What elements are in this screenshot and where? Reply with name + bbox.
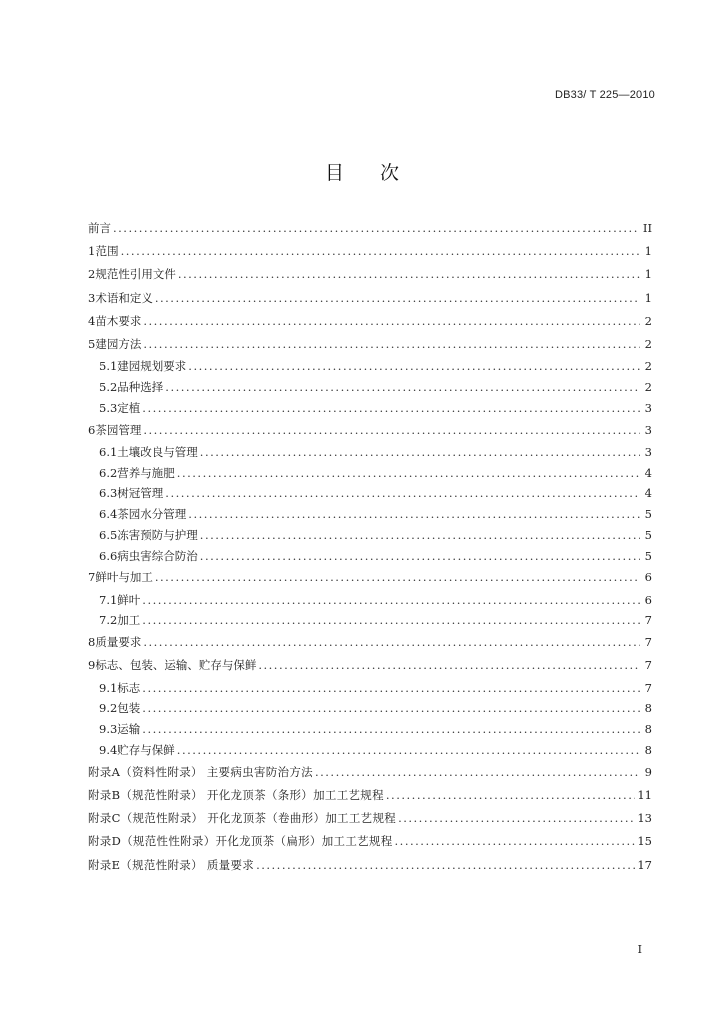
toc-entry[interactable] [88, 240, 652, 263]
toc-entry-page: 4 [644, 465, 652, 480]
toc-leader-dots [165, 483, 640, 504]
toc-entry[interactable] [88, 398, 652, 419]
toc-entry-page: 3 [644, 422, 652, 437]
toc-entry-page: 1 [644, 290, 652, 305]
toc-entry-page: 2 [644, 359, 652, 374]
toc-entry[interactable] [88, 719, 652, 740]
toc-entry[interactable] [88, 610, 652, 631]
toc-entry-page: 2 [644, 379, 652, 394]
toc-leader-dots [177, 740, 640, 761]
toc-entry[interactable] [88, 310, 652, 333]
toc-leader-dots [155, 566, 640, 589]
toc-entry-label: 建园方法 [95, 336, 142, 351]
toc-entry-label: 范围 [95, 244, 119, 259]
toc-entry-page: 7 [644, 635, 652, 650]
toc-entry[interactable] [88, 698, 652, 719]
toc-entry-number: 9.3 [99, 722, 118, 737]
toc-entry-label: 术语和定义 [95, 290, 153, 305]
toc-entry-page: 6 [644, 592, 652, 607]
toc-entry-number: 6.1 [99, 444, 118, 459]
toc-entry[interactable] [88, 263, 652, 286]
toc-entry-page: 6 [644, 570, 652, 585]
toc-entry-label: 建园规划要求 [117, 359, 187, 374]
toc-entry-number: 1 [88, 244, 96, 259]
toc-leader-dots [143, 333, 640, 356]
toc-entry-number: 6.4 [99, 507, 118, 522]
toc-entry[interactable] [88, 546, 652, 567]
toc-entry-number: 7 [88, 570, 96, 585]
toc-entry-number: 8 [88, 635, 96, 650]
toc-leader-dots [142, 610, 640, 631]
toc-entry-number: 6.3 [99, 486, 118, 501]
toc-entry-page: 5 [644, 527, 652, 542]
toc-entry-label: 规范性引用文件 [95, 267, 176, 282]
toc-entry-page: 7 [644, 680, 652, 695]
toc-entry-page: 5 [644, 507, 652, 522]
toc-entry-label: 定植 [117, 400, 141, 415]
toc-leader-dots [143, 419, 640, 442]
toc-entry-label: 包装 [117, 701, 141, 716]
toc-entry-page: 2 [644, 336, 652, 351]
toc-entry[interactable] [88, 830, 652, 853]
toc-entry-label: 茶园水分管理 [117, 507, 187, 522]
toc-leader-dots [143, 631, 640, 654]
toc-entry-label: 附录A（资料性附录） 主要病虫害防治方法 [88, 764, 313, 779]
toc-entry[interactable] [88, 463, 652, 484]
toc-entry[interactable] [88, 590, 652, 611]
toc-entry-label: 病虫害综合防治 [117, 548, 198, 563]
toc-leader-dots [395, 830, 636, 853]
toc-entry-label: 茶园管理 [95, 422, 142, 437]
toc-entry[interactable] [88, 654, 652, 677]
toc-entry-number: 7.2 [99, 613, 118, 628]
toc-entry-page: 8 [644, 722, 652, 737]
toc-leader-dots [121, 240, 640, 263]
toc-entry-number: 6.6 [99, 548, 118, 563]
toc-entry-label: 贮存与保鲜 [117, 743, 175, 758]
toc-entry-number: 6.2 [99, 465, 118, 480]
toc-entry[interactable] [88, 419, 652, 442]
toc-entry-page: 3 [644, 400, 652, 415]
toc-leader-dots [386, 784, 635, 807]
toc-leader-dots [178, 263, 640, 286]
toc-leader-dots [142, 719, 640, 740]
toc-leader-dots [200, 546, 640, 567]
toc-entry-number: 9 [88, 658, 96, 673]
toc-entry-label: 冻害预防与护理 [117, 527, 198, 542]
toc-entry-page: 13 [637, 811, 652, 826]
toc-entry-number: 2 [88, 267, 96, 282]
toc-entry-label: 土壤改良与管理 [117, 444, 198, 459]
toc-entry-label: 附录D（规范性性附录）开化龙顶茶（扁形）加工工艺规程 [88, 834, 393, 849]
toc-entry-label: 品种选择 [117, 379, 164, 394]
toc-entry-number: 9.2 [99, 701, 118, 716]
toc-entry-label: 树冠管理 [117, 486, 164, 501]
toc-leader-dots [258, 654, 640, 677]
toc-entry[interactable] [88, 377, 652, 398]
standard-code: DB33/ T 225—2010 [554, 89, 655, 101]
toc-entry-page: 3 [644, 444, 652, 459]
toc-entry-page: II [642, 221, 652, 235]
toc-entry[interactable] [88, 807, 652, 830]
toc-leader-dots [142, 678, 640, 699]
toc-entry-number: 6 [88, 422, 96, 437]
toc-entry-page: 15 [637, 834, 652, 849]
toc-entry-label: 标志 [117, 680, 141, 695]
toc-entry-page: 7 [644, 613, 652, 628]
toc-entry-number: 5.1 [99, 359, 118, 374]
toc-entry-label: 加工 [117, 613, 141, 628]
toc-entry[interactable] [88, 217, 652, 240]
toc-entry-page: 8 [644, 743, 652, 758]
toc-leader-dots [315, 761, 640, 784]
toc-entry[interactable] [88, 678, 652, 699]
toc-entry-page: 4 [644, 486, 652, 501]
toc-entry[interactable] [88, 854, 652, 877]
toc-entry-page: 7 [644, 658, 652, 673]
toc-entry-page: 1 [644, 267, 652, 282]
toc-entry[interactable] [88, 442, 652, 463]
toc-entry[interactable] [88, 504, 652, 525]
toc-entry-number: 7.1 [99, 592, 118, 607]
toc-leader-dots [188, 504, 640, 525]
toc-entry-page: 11 [637, 788, 652, 803]
toc-entry-number: 6.5 [99, 527, 118, 542]
toc-leader-dots [143, 310, 640, 333]
toc-leader-dots [142, 398, 640, 419]
toc-entry-page: 17 [637, 857, 652, 872]
toc-leader-dots [142, 590, 640, 611]
toc-leader-dots [200, 525, 640, 546]
toc-leader-dots [200, 442, 640, 463]
toc-entry[interactable] [88, 525, 652, 546]
toc-entry-label: 附录E（规范性附录） 质量要求 [88, 857, 255, 872]
toc-entry-label: 前言 [88, 221, 111, 235]
toc-entry-page: 1 [644, 244, 652, 259]
toc-entry[interactable] [88, 631, 652, 654]
toc-leader-dots [256, 854, 635, 877]
toc-entry[interactable] [88, 566, 652, 589]
toc-entry-label: 营养与施肥 [117, 465, 175, 480]
toc-entry-number: 5.3 [99, 400, 118, 415]
page-title: 目次 [324, 162, 435, 184]
toc-entry[interactable] [88, 761, 652, 784]
toc-leader-dots [142, 698, 640, 719]
toc-entry-number: 5.2 [99, 379, 118, 394]
toc-entry-label: 标志、包装、运输、贮存与保鲜 [95, 658, 257, 673]
toc-entry-label: 附录C（规范性附录） 开化龙顶茶（卷曲形）加工工艺规程 [88, 811, 397, 826]
page-number: I [637, 943, 642, 956]
toc-entry[interactable] [88, 287, 652, 310]
toc-entry-label: 鲜叶与加工 [95, 570, 153, 585]
toc-entry-number: 9.4 [99, 743, 118, 758]
toc-leader-dots [177, 463, 640, 484]
toc-entry-page: 2 [644, 313, 652, 328]
toc-entry-number: 4 [88, 313, 96, 328]
toc-entry[interactable] [88, 784, 652, 807]
toc-entry[interactable] [88, 356, 652, 377]
toc-entry-label: 鲜叶 [117, 592, 141, 607]
toc-entry-page: 5 [644, 548, 652, 563]
toc-leader-dots [155, 287, 640, 310]
toc-leader-dots [188, 356, 640, 377]
toc-entry-label: 质量要求 [95, 635, 142, 650]
toc-leader-dots [398, 807, 635, 830]
toc-entry-number: 5 [88, 336, 96, 351]
toc-entry-label: 运输 [117, 722, 141, 737]
table-of-contents [88, 217, 652, 877]
toc-entry[interactable] [88, 740, 652, 761]
toc-entry-number: 3 [88, 290, 96, 305]
toc-entry-label: 苗木要求 [95, 313, 142, 328]
toc-entry-page: 9 [644, 764, 652, 779]
toc-entry[interactable] [88, 483, 652, 504]
toc-leader-dots [113, 217, 640, 240]
toc-entry-label: 附录B（规范性附录） 开化龙顶茶（条形）加工工艺规程 [88, 788, 384, 803]
toc-leader-dots [165, 377, 640, 398]
toc-entry[interactable] [88, 333, 652, 356]
toc-entry-number: 9.1 [99, 680, 118, 695]
toc-entry-page: 8 [644, 701, 652, 716]
